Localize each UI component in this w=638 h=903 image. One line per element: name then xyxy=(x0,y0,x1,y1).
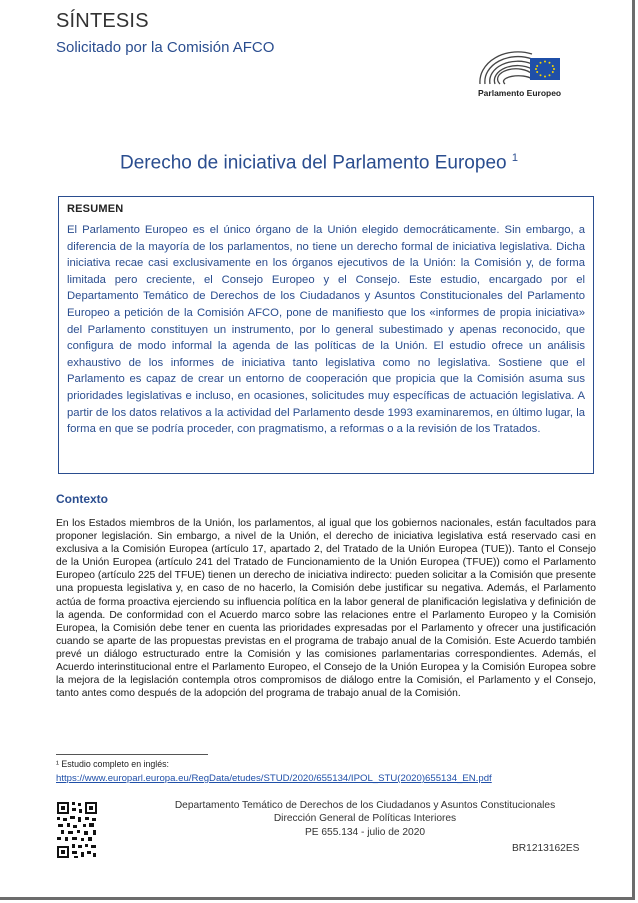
footer-reference: PE 655.134 - julio de 2020 xyxy=(304,826,426,838)
requested-by: Solicitado por la Comisión AFCO xyxy=(56,39,275,56)
qr-code-icon[interactable] xyxy=(56,801,98,859)
footer-directorate: Dirección General de Políticas Interiores xyxy=(273,813,457,825)
document-title xyxy=(0,152,638,174)
footer-department: Departamento Temático de Derechos de los Ciudadanos y Asuntos Constitucionales xyxy=(174,800,556,811)
context-text: En los Estados miembros de la Unión, los parlamentos, al igual que los gobiernos nacionales, están facultados para proponer legislación. Sin embargo, a nivel de la Unión, el derecho de iniciativa legislativa está reservado casi en exclusiva a la Comisión Europea (artículo 17, apartado 2, del Tratado de la Unión Europea (TUE)). Tanto el Consejo de la Unión Europea (artículo 241 del Tratado de Funcionamiento de la Unión Europea (TFUE)) como el Parlamento Europeo (artículo 225 del TFUE) tienen un derecho de iniciativa indirecto: pueden solicitar a la Comisión que presente una propuesta legislativa y, en caso de no hacerlo, la Comisión debe justificar su negativa. Además, el Parlamento actúa de forma proactiva ejerciendo su influencia política en la labor general de planificación legislativa y definición de la agenda. De conformidad con el Acuerdo marco sobre las relaciones entre el Parlamento Europeo y la Comisión Europea, la Comisión debe tener en cuenta las prioridades expresadas por el Parlamento y ofrecer una justificación cuando se aparte de las propuestas previstas en el programa de trabajo anual de la Comisión. Este Acuerdo también prevé un diálogo estructurado entre la Comisión y las comisiones parlamentarias correspondientes. Además, el Acuerdo interinstitucional entre el Parlamento Europeo, el Consejo de la Unión Europea y la Comisión Europea sobre la mejora de la legislación contempla otros compromisos de diálogo entre la Comisión, el Parlamento y el Consejo, tanto antes como después de la adopción del programa de trabajo anual de la Comisión. xyxy=(56,518,596,700)
summary-heading: RESUMEN xyxy=(67,203,124,215)
footer-block xyxy=(120,799,610,839)
document-code: BR1213162ES xyxy=(512,843,580,854)
title-text: Derecho de iniciativa del Parlamento Europeo xyxy=(120,152,507,174)
summary-box xyxy=(58,196,594,474)
footnote-divider xyxy=(56,754,208,755)
full-study-link[interactable]: https://www.europarl.europa.eu/RegData/etudes/STUD/2020/655134/IPOL_STU(2020)655134_EN.pdf xyxy=(56,773,492,784)
footnote-label: ¹ Estudio completo en inglés: xyxy=(56,759,169,769)
title-footnote-mark[interactable]: 1 xyxy=(511,152,518,164)
logo-caption: Parlamento Europeo xyxy=(478,88,562,98)
document-type: SÍNTESIS xyxy=(56,10,149,32)
summary-text: El Parlamento Europeo es el único órgano de la Unión elegido democráticamente. Sin embargo, a diferencia de la mayoría de los parlamentos, no tiene un derecho formal de iniciativa legislativa. Dicha iniciativa recae casi exclusivamente en los órganos ejecutivos de la Unión: la Comisión y, de forma limitada pero creciente, el Consejo Europeo y el Consejo. Este estudio, encargado por el Departamento Temático de Derechos de los Ciudadanos y Asuntos Constitucionales del Parlamento Europeo a petición de la Comisión AFCO, pone de manifiesto que los «informes de propia iniciativa» del Parlamento constituyen un instrumento, por lo general subestimado y apenas reconocido, que configura de modo informal la agenda de las políticas de la Unión. El estudio ofrece un análisis exhaustivo de los informes de iniciativa tanto legislativa como no legislativa. Sostiene que el Parlamento es capaz de crear un entorno de cooperación que propicia que la Comisión asuma sus prioridades legislativas e incluso, en ocasiones, solicitudes muy específicas de actuación legislativa. A partir de los datos relativos a la actividad del Parlamento desde 1993 examinaremos, en último lugar, la forma en que se podría proceder, con pragmatismo, a reformas o a la revisión de los Tratados. xyxy=(67,224,585,436)
context-heading: Contexto xyxy=(56,492,108,506)
